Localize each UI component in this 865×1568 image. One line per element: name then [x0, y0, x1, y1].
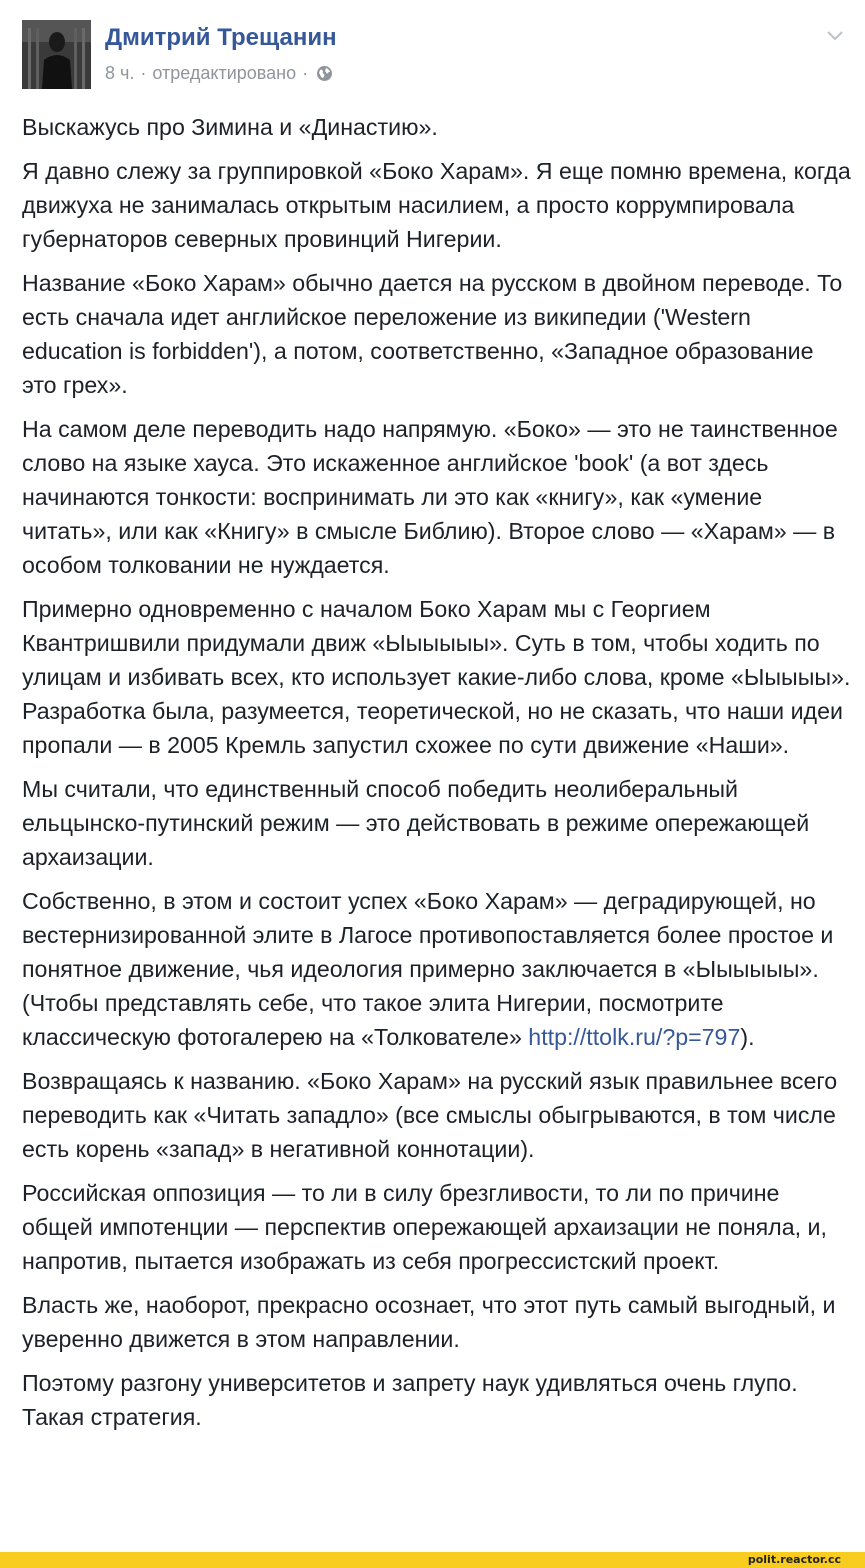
globe-icon[interactable]	[316, 65, 333, 82]
paragraph-text: ).	[740, 1024, 755, 1050]
paragraph-text: Собственно, в этом и состоит успех «Боко Харам» — деградирующей, но вестернизированной элите в Лагосе противопоставляется более простое и понятное движение, чья идеология примерно заключается в «Ыыыыыы». (Чтобы представлять себе, что такое элита Нигерии, посмотрите классическую фотогалерею на «Толкователе»	[22, 888, 834, 1050]
post-paragraph: Российская оппозиция — то ли в силу брезгливости, то ли по причине общей импотенции — перспектив опережающей архаизации не поняла, и, напротив, пытается изображать из себя прогрессистский проект.	[22, 1180, 827, 1274]
ttolk-link[interactable]: http://ttolk.ru/?p=797	[528, 1024, 741, 1050]
post-paragraph: Выскажусь про Зимина и «Династию».	[22, 114, 438, 140]
post-paragraph: Власть же, наоборот, прекрасно осознает, что этот путь самый выгодный, и уверенно движется в этом направлении.	[22, 1292, 836, 1352]
post-paragraph: Возвращаясь к названию. «Боко Харам» на русский язык правильнее всего переводить как «Читать западло» (все смыслы обыгрываются, в том числе есть корень «запад» в негативной коннотации).	[22, 1068, 838, 1162]
meta-separator: ·	[140, 63, 147, 83]
edited-label[interactable]: отредактировано	[152, 63, 297, 83]
post-paragraph: На самом деле переводить надо напрямую. «Боко» — это не таинственное слово на языке хауса. Это искаженное английское 'book' (а вот здесь начинаются тонкости: воспринимать ли это как «книгу», как «умение читать», или как «Книгу» в смысле Библию). Второе слово — «Харам» — в особом толковании не нуждается.	[22, 416, 838, 578]
post-header	[22, 20, 852, 92]
post-body	[22, 110, 852, 1444]
watermark: polit.reactor.cc	[747, 1553, 841, 1566]
author-name[interactable]: Дмитрий Трещанин	[105, 24, 337, 51]
chevron-down-icon[interactable]	[824, 24, 846, 46]
post-paragraph: Поэтому разгону университетов и запрету наук удивляться очень глупо. Такая стратегия.	[22, 1370, 798, 1430]
post-meta	[105, 63, 333, 84]
post-paragraph: Примерно одновременно с началом Боко Харам мы с Георгием Квантришвили придумали движ «Ыыыыыы». Суть в том, чтобы ходить по улицам и избивать всех, кто использует какие-либо слова, кроме «Ыыыыы». Разработка была, разумеется, теоретической, но не сказать, что наши идеи пропали — в 2005 Кремль запустил схожее по сути движение «Наши».	[22, 596, 851, 758]
post-paragraph: Я давно слежу за группировкой «Боко Харам». Я еще помню времена, когда движуха не занималась открытым насилием, а просто коррумпировала губернаторов северных провинций Нигерии.	[22, 158, 851, 252]
post-time[interactable]: 8 ч.	[105, 63, 135, 83]
meta-separator: ·	[302, 63, 309, 83]
post-paragraph-with-link	[22, 884, 852, 1054]
avatar[interactable]	[22, 20, 91, 89]
watermark-bar	[0, 1552, 865, 1568]
post-paragraph: Мы считали, что единственный способ победить неолиберальный ельцынско-путинский режим — это действовать в режиме опережающей архаизации.	[22, 776, 810, 870]
post-paragraph: Название «Боко Харам» обычно дается на русском в двойном переводе. То есть сначала идет английское переложение из википедии ('Western education is forbidden'), а потом, соответственно, «Западное образование это грех».	[22, 270, 843, 398]
